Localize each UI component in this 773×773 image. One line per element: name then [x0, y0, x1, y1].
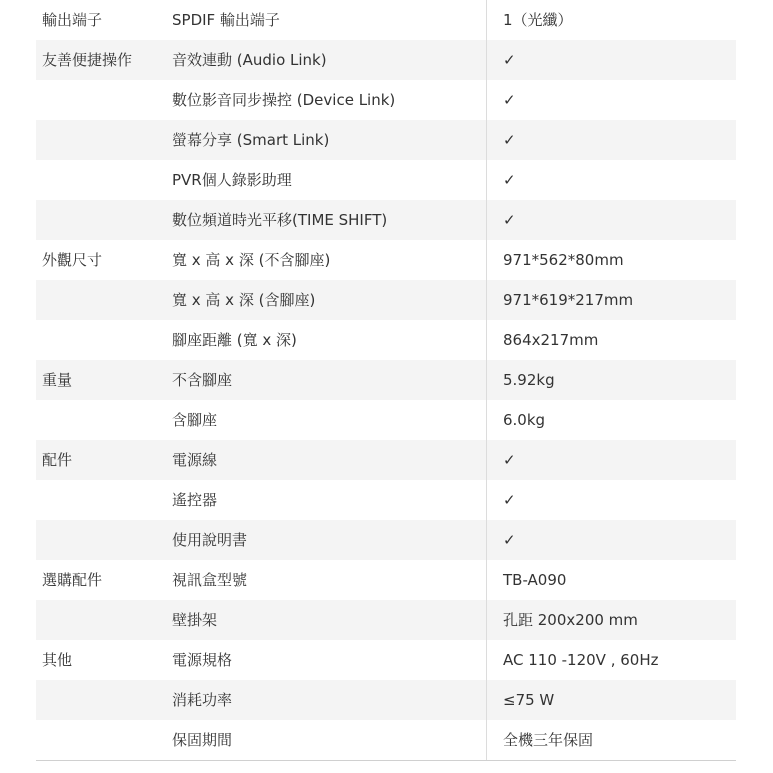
spec-category: [36, 80, 165, 120]
spec-category: 外觀尺寸: [36, 240, 165, 280]
spec-value: 971*562*80mm: [487, 240, 737, 280]
spec-row: [36, 640, 736, 680]
check-icon: ✓: [487, 160, 737, 200]
spec-item: 數位影音同步操控 (Device Link): [165, 80, 487, 120]
spec-item: 壁掛架: [165, 600, 487, 640]
spec-item: 螢幕分享 (Smart Link): [165, 120, 487, 160]
spec-row: [36, 680, 736, 720]
spec-item: 不含腳座: [165, 360, 487, 400]
spec-row: [36, 440, 736, 480]
spec-value: AC 110 -120V , 60Hz: [487, 640, 737, 680]
spec-row: [36, 560, 736, 600]
spec-row: [36, 600, 736, 640]
check-icon: ✓: [487, 120, 737, 160]
spec-row: [36, 120, 736, 160]
check-icon: ✓: [487, 200, 737, 240]
spec-value: 1（光纖）: [487, 0, 737, 40]
spec-value: 864x217mm: [487, 320, 737, 360]
spec-value: TB-A090: [487, 560, 737, 600]
table-bottom-divider: [36, 760, 736, 761]
spec-category: 輸出端子: [36, 0, 165, 40]
spec-item: 消耗功率: [165, 680, 487, 720]
spec-category: [36, 600, 165, 640]
spec-category: 其他: [36, 640, 165, 680]
spec-category: [36, 400, 165, 440]
spec-item: 電源線: [165, 440, 487, 480]
spec-row: [36, 520, 736, 560]
spec-category: 重量: [36, 360, 165, 400]
spec-row: [36, 320, 736, 360]
spec-value: 5.92kg: [487, 360, 737, 400]
spec-row: [36, 160, 736, 200]
spec-category: 配件: [36, 440, 165, 480]
spec-item: 電源規格: [165, 640, 487, 680]
spec-category: 友善便捷操作: [36, 40, 165, 80]
spec-category: [36, 480, 165, 520]
spec-row: [36, 360, 736, 400]
spec-row: [36, 200, 736, 240]
spec-value: 孔距 200x200 mm: [487, 600, 737, 640]
spec-item: 含腳座: [165, 400, 487, 440]
spec-row: [36, 0, 736, 40]
check-icon: ✓: [487, 440, 737, 480]
spec-row: [36, 280, 736, 320]
spec-value: ≤75 W: [487, 680, 737, 720]
check-icon: ✓: [487, 40, 737, 80]
spec-item: 遙控器: [165, 480, 487, 520]
spec-value: 6.0kg: [487, 400, 737, 440]
spec-value: 971*619*217mm: [487, 280, 737, 320]
spec-item: 音效連動 (Audio Link): [165, 40, 487, 80]
spec-item: 數位頻道時光平移(TIME SHIFT): [165, 200, 487, 240]
spec-category: [36, 160, 165, 200]
spec-row: [36, 80, 736, 120]
spec-row: [36, 720, 736, 760]
spec-table-body: [36, 0, 736, 760]
spec-item: 寬 x 高 x 深 (含腳座): [165, 280, 487, 320]
spec-item: 腳座距離 (寬 x 深): [165, 320, 487, 360]
spec-category: [36, 680, 165, 720]
spec-row: [36, 480, 736, 520]
spec-row: [36, 40, 736, 80]
spec-category: [36, 320, 165, 360]
spec-value: 全機三年保固: [487, 720, 737, 760]
spec-item: SPDIF 輸出端子: [165, 0, 487, 40]
spec-category: [36, 520, 165, 560]
spec-row: [36, 240, 736, 280]
spec-item: 寬 x 高 x 深 (不含腳座): [165, 240, 487, 280]
check-icon: ✓: [487, 480, 737, 520]
spec-row: [36, 400, 736, 440]
spec-table: [36, 0, 736, 760]
spec-category: 選購配件: [36, 560, 165, 600]
spec-category: [36, 120, 165, 160]
spec-item: 保固期間: [165, 720, 487, 760]
spec-category: [36, 280, 165, 320]
spec-item: 使用說明書: [165, 520, 487, 560]
spec-category: [36, 200, 165, 240]
spec-category: [36, 720, 165, 760]
spec-item: PVR個人錄影助理: [165, 160, 487, 200]
spec-item: 視訊盒型號: [165, 560, 487, 600]
check-icon: ✓: [487, 80, 737, 120]
check-icon: ✓: [487, 520, 737, 560]
